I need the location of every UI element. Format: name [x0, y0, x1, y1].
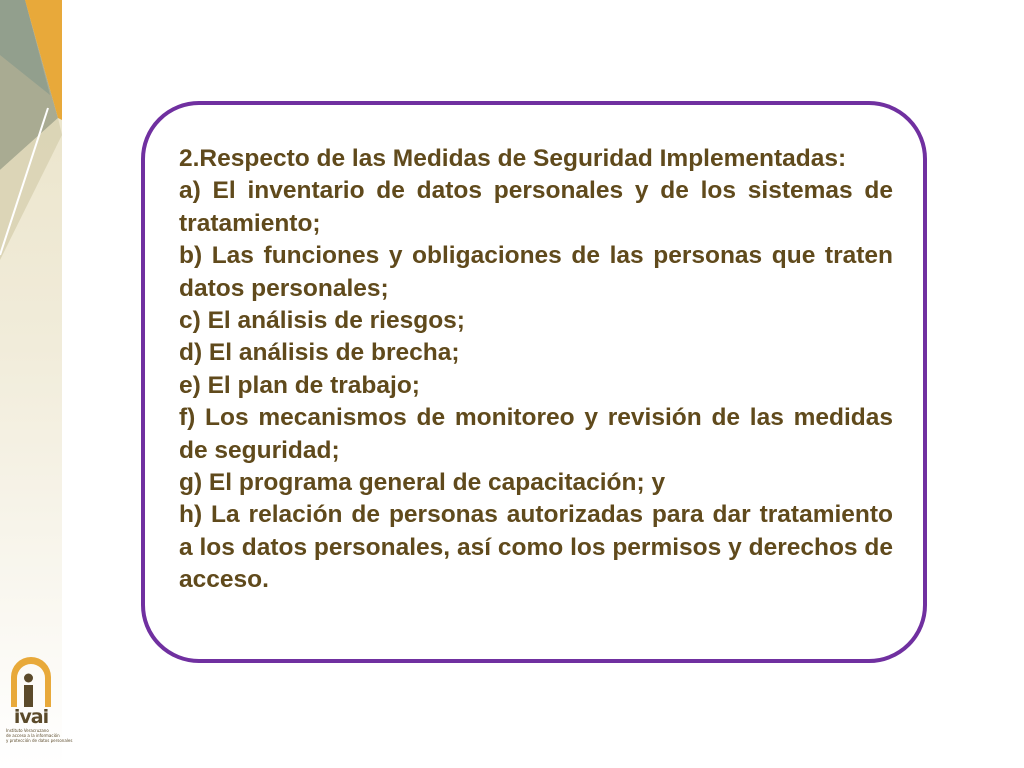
logo-arch-icon — [5, 655, 57, 707]
ivai-logo — [5, 655, 73, 747]
logo-subtitle: Instituto Veracruzano de acceso a la información y protección de datos personales — [6, 728, 73, 743]
list-item-a: a) El inventario de datos personales y de los sistemas de tratamiento; — [179, 177, 893, 237]
list-item-f: f) Los mecanismos de monitoreo y revisión de las medidas de seguridad; — [179, 404, 893, 464]
section-heading: 2.Respecto de las Medidas de Seguridad Implementadas: — [179, 145, 847, 172]
list-item-h: h) La relación de personas autorizadas para dar tratamiento a los datos personales, así como los permisos y derechos de acceso. — [179, 501, 893, 594]
logo-wordmark: ivai — [13, 706, 49, 728]
list-item-g: g) El programa general de capacitación; y — [179, 469, 666, 497]
list-item-d: d) El análisis de brecha; — [179, 339, 460, 367]
list-item-c: c) El análisis de riesgos; — [179, 307, 465, 335]
list-item-b: b) Las funciones y obligaciones de las personas que traten datos personales; — [179, 242, 893, 302]
list-item-e: e) El plan de trabajo; — [179, 371, 420, 399]
side-decoration — [0, 0, 73, 768]
content-text — [179, 143, 893, 597]
